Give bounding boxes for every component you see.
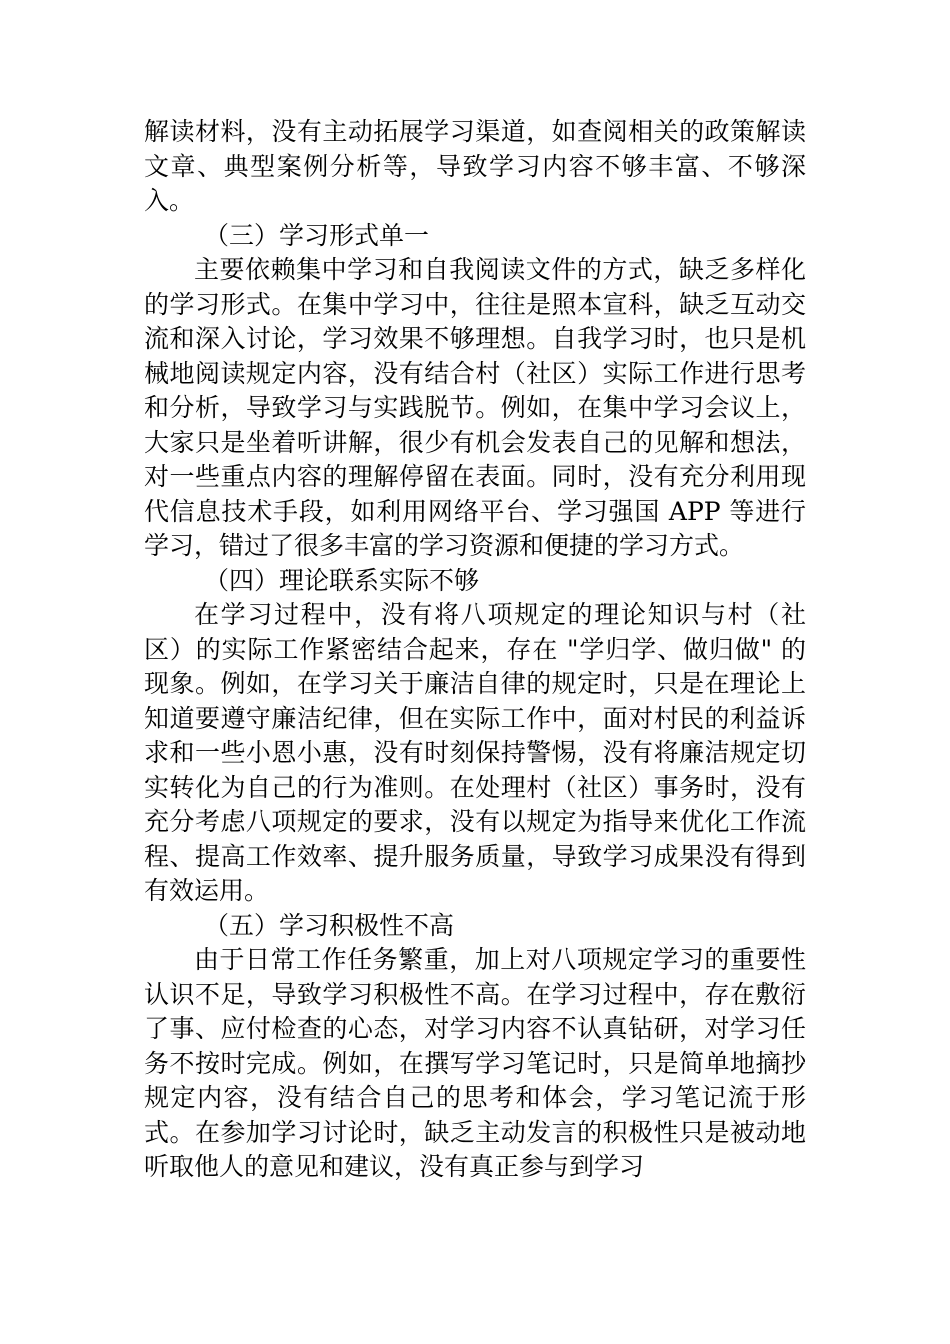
- paragraph-continuation: 解读材料，没有主动拓展学习渠道，如查阅相关的政策解读文章、典型案例分析等，导致学习内容不够丰富、不够深入。: [144, 117, 806, 215]
- section-heading-5: （五）学习积极性不高: [204, 910, 455, 940]
- paragraph-theory-practice: 在学习过程中，没有将八项规定的理论知识与村（社区）的实际工作紧密结合起来，存在 "学归学、做归做" 的现象。例如，在学习关于廉洁自律的规定时，只是在理论上知道要遵守廉洁纪律，但在实际工作中，面对村民的利益诉求和一些小恩小惠，没有时刻保持警惕，没有将廉洁规定切实转化为自己的行为准则。在处理村（社区）事务时，没有充分考虑八项规定的要求，没有以规定为指导来优化工作流程、提高工作效率、提升服务质量，导致学习成果没有得到有效运用。: [144, 600, 806, 905]
- section-heading-4: （四）理论联系实际不够: [204, 565, 480, 595]
- paragraph-learning-form: 主要依赖集中学习和自我阅读文件的方式，缺乏多样化的学习形式。在集中学习中，往往是照本宣科，缺乏互动交流和深入讨论，学习效果不够理想。自我学习时，也只是机械地阅读规定内容，没有结合村（社区）实际工作进行思考和分析，导致学习与实践脱节。例如，在集中学习会议上，大家只是坐着听讲解，很少有机会发表自己的见解和想法，对一些重点内容的理解停留在表面。同时，没有充分利用现代信息技术手段，如利用网络平台、学习强国 APP 等进行学习，错过了很多丰富的学习资源和便捷的学习方式。: [144, 255, 806, 560]
- paragraph-learning-enthusiasm: 由于日常工作任务繁重，加上对八项规定学习的重要性认识不足，导致学习积极性不高。在学习过程中，存在敷衍了事、应付检查的心态，对学习内容不认真钻研，对学习任务不按时完成。例如，在撰写学习笔记时，只是简单地摘抄规定内容，没有结合自己的思考和体会，学习笔记流于形式。在参加学习讨论时，缺乏主动发言的积极性只是被动地听取他人的意见和建议，没有真正参与到学习: [144, 945, 806, 1181]
- section-heading-3: （三）学习形式单一: [204, 220, 430, 250]
- document-body: [144, 115, 806, 1185]
